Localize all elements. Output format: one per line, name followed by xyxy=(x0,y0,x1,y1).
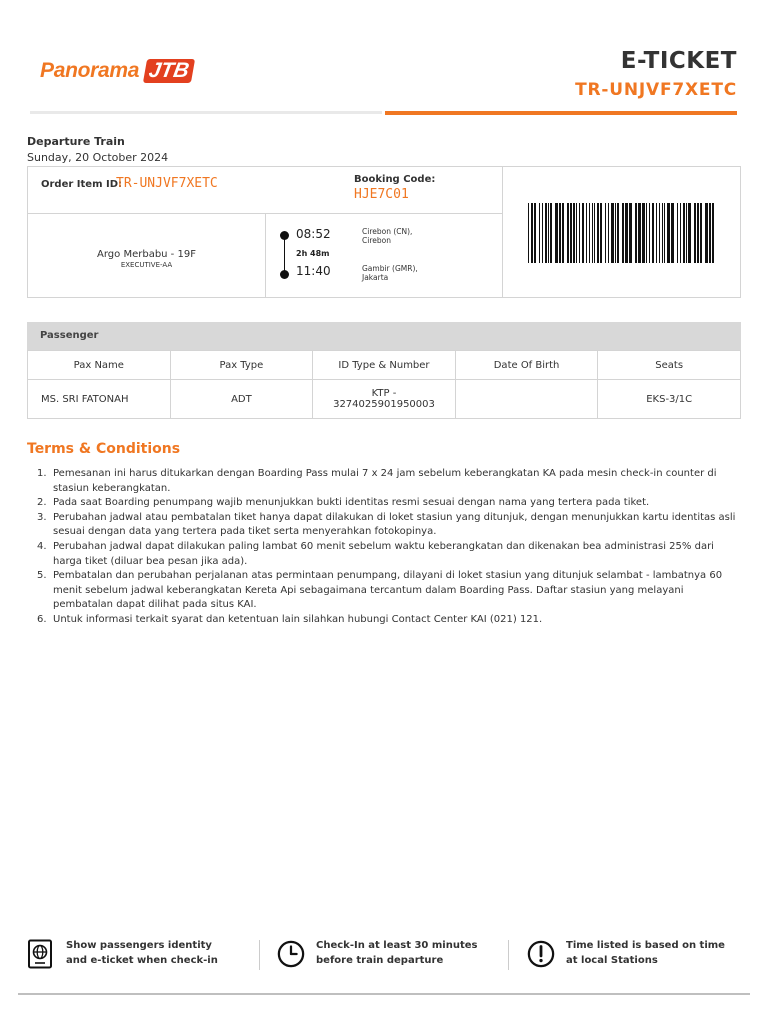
arrival-dot xyxy=(280,270,289,279)
barcode-bar xyxy=(662,203,663,263)
pax-name-cell: MS. SRI FATONAH xyxy=(28,380,171,419)
barcode-bar xyxy=(705,203,708,263)
departure-station: Cirebon (CN), Cirebon xyxy=(362,227,413,245)
header-divider-grey xyxy=(30,111,382,114)
passenger-section-header xyxy=(27,322,741,350)
barcode-bar xyxy=(652,203,654,263)
ticket-code: TR-UNJVF7XETC xyxy=(575,80,737,100)
barcode-bar xyxy=(709,203,711,263)
list-item: 5. Pembatalan dan perubahan perjalanan atas permintaan penumpang, dilayani di loket stasiun yang ditunjuk selambat - lambatnya 60 menit sebelum jadwal keberangkatan Kereta Api sebagaimana tercantum dalam Boarding Pass. Daftar stasiun yang melayani pembatalan dapat dilihat pada situs KAI. xyxy=(37,570,723,611)
seats-cell: EKS-3/1C xyxy=(598,380,741,419)
header-divider-orange xyxy=(385,111,737,115)
booking-code-value: HJE7C01 xyxy=(354,187,409,202)
barcode-bar xyxy=(600,203,602,263)
barcode-bar xyxy=(539,203,540,263)
list-item: 6. Untuk informasi terkait syarat dan ketentuan lain silahkan hubungi Contact Center KAI (021) 121. xyxy=(37,613,543,625)
barcode-bar xyxy=(664,203,665,263)
table-row xyxy=(28,380,741,419)
order-item-value: TR-UNJVF7XETC xyxy=(116,176,218,191)
barcode-bar xyxy=(638,203,641,263)
arrival-station: Gambir (GMR), Jakarta xyxy=(362,264,418,282)
barcode-bar xyxy=(617,203,619,263)
train-name: Argo Merbabu - 19F xyxy=(97,249,196,260)
passport-icon xyxy=(27,939,55,969)
footer-item-time xyxy=(527,938,736,969)
barcode-bar xyxy=(531,203,533,263)
logo-mark: JTB xyxy=(143,59,195,83)
footer-item-identity xyxy=(27,938,236,969)
id-number-cell: KTP - 3274025901950003 xyxy=(313,380,456,419)
barcode-bar xyxy=(683,203,685,263)
page-title: E-TICKET xyxy=(620,48,737,74)
barcode-bar xyxy=(559,203,561,263)
footer-text: Time listed is based on time at local Stations xyxy=(566,940,725,966)
barcode-bar xyxy=(594,203,595,263)
order-item-label: Order Item ID: xyxy=(41,179,122,190)
footer-text: Show passengers identity and e-ticket when check-in xyxy=(66,940,218,966)
barcode xyxy=(528,203,716,263)
column-header: Pax Type xyxy=(170,351,313,380)
departure-date: Sunday, 20 October 2024 xyxy=(27,151,169,164)
barcode-bar xyxy=(545,203,547,263)
trip-duration: 2h 48m xyxy=(296,249,330,258)
barcode-bar xyxy=(548,203,549,263)
column-header: Seats xyxy=(598,351,741,380)
arrival-time: 11:40 xyxy=(296,264,331,278)
barcode-bar xyxy=(694,203,696,263)
barcode-bar xyxy=(570,203,572,263)
terms-list xyxy=(27,467,743,628)
footer-item-checkin xyxy=(277,938,486,969)
barcode-bar xyxy=(680,203,681,263)
barcode-bar xyxy=(712,203,714,263)
barcode-bar xyxy=(608,203,609,263)
barcode-bar xyxy=(688,203,691,263)
barcode-bar xyxy=(597,203,599,263)
barcode-bar xyxy=(700,203,702,263)
barcode-bar xyxy=(697,203,699,263)
barcode-bar xyxy=(528,203,529,263)
barcode-bar xyxy=(567,203,569,263)
barcode-bar xyxy=(615,203,616,263)
departure-time: 08:52 xyxy=(296,227,331,241)
barcode-bar xyxy=(582,203,584,263)
barcode-bar xyxy=(586,203,587,263)
departure-title: Departure Train xyxy=(27,135,125,148)
barcode-bar xyxy=(642,203,645,263)
barcode-bar xyxy=(625,203,628,263)
barcode-bar xyxy=(659,203,660,263)
barcode-bar xyxy=(629,203,632,263)
footer-divider xyxy=(18,993,750,995)
barcode-bar xyxy=(555,203,558,263)
list-item: 3. Perubahan jadwal atau pembatalan tiket hanya dapat dilakukan di loket stasiun yang ditunjuk, dengan menunjukkan kartu identitas asli sesuai dengan data yang tertera pada tiket serta menyerahkan fotokopinya. xyxy=(37,511,736,538)
barcode-bar xyxy=(686,203,687,263)
barcode-bar xyxy=(671,203,674,263)
barcode-bar xyxy=(576,203,577,263)
barcode-bar xyxy=(677,203,678,263)
logo-text: Panorama xyxy=(40,59,140,82)
barcode-bar xyxy=(562,203,564,263)
barcode-bar xyxy=(573,203,575,263)
list-item: 1. Pemesanan ini harus ditukarkan dengan Boarding Pass mulai 7 x 24 jam sebelum keberangkatan KA pada mesin check-in counter di stasiun keberangkatan. xyxy=(37,468,717,494)
exclamation-icon xyxy=(527,939,555,969)
barcode-bar xyxy=(592,203,593,263)
barcode-bar xyxy=(656,203,657,263)
barcode-bar xyxy=(579,203,580,263)
footer-text: Check-In at least 30 minutes before train departure xyxy=(316,940,478,966)
passenger-section-label: Passenger xyxy=(40,330,99,341)
table-header-row xyxy=(28,351,741,380)
barcode-bar xyxy=(667,203,670,263)
list-item: 4. Perubahan jadwal dapat dilakukan paling lambat 60 menit sebelum waktu keberangkatan dan dikenakan bea administrasi 25% dari harga tiket (diluar bea pesan jika ada). xyxy=(37,540,714,567)
column-header: ID Type & Number xyxy=(313,351,456,380)
train-class: EXECUTIVE-AA xyxy=(120,261,173,269)
panorama-jtb-logo xyxy=(40,56,193,86)
pax-type-cell: ADT xyxy=(170,380,313,419)
barcode-bar xyxy=(649,203,650,263)
barcode-bar xyxy=(534,203,536,263)
timeline-line xyxy=(284,237,285,273)
barcode-bar xyxy=(550,203,552,263)
barcode-bar xyxy=(605,203,606,263)
booking-code-label: Booking Code: xyxy=(354,174,436,185)
barcode-bar xyxy=(589,203,590,263)
column-header: Pax Name xyxy=(28,351,171,380)
barcode-bar xyxy=(635,203,637,263)
terms-title: Terms & Conditions xyxy=(27,441,181,457)
column-header: Date Of Birth xyxy=(455,351,598,380)
list-item: 2. Pada saat Boarding penumpang wajib menunjukkan bukti identitas resmi sesuai dengan nama yang tertera pada tiket. xyxy=(37,497,650,509)
barcode-bar xyxy=(646,203,647,263)
date-of-birth-cell xyxy=(455,380,598,419)
barcode-bar xyxy=(542,203,543,263)
passenger-table xyxy=(27,350,741,419)
clock-icon xyxy=(277,939,305,969)
barcode-bar xyxy=(622,203,624,263)
barcode-bar xyxy=(611,203,614,263)
trip-details-box xyxy=(27,166,741,298)
